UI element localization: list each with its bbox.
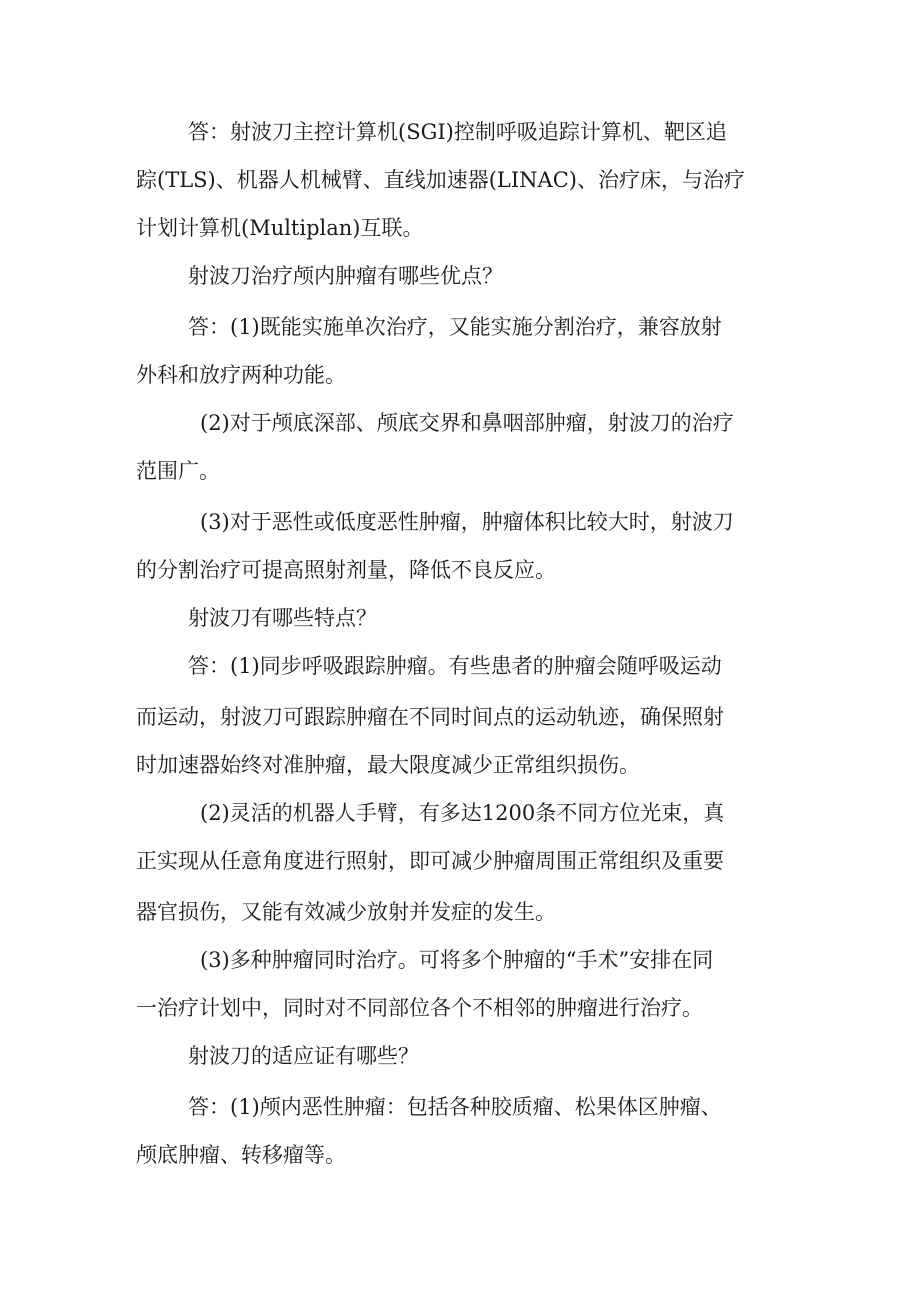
text-line-16: 正实现从任意角度进行照射，即可减少肿瘤周围正常组织及重要 xyxy=(136,849,724,873)
text-line-19: 一治疗计划中，同时对不同部位各个不相邻的肿瘤进行治疗。 xyxy=(136,996,703,1020)
question-heading-3: 射波刀的适应证有哪些？ xyxy=(188,1044,419,1068)
text-line-7: (2)对于颅底深部、颅底交界和鼻咽部肿瘤，射波刀的治疗 xyxy=(200,411,734,435)
text-line-17: 器官损伤，又能有效减少放射并发症的发生。 xyxy=(136,900,556,924)
text-line-3: 计划计算机(Multiplan)互联。 xyxy=(136,216,424,240)
text-line-12: 答：(1)同步呼吸跟踪肿瘤。有些患者的肿瘤会随呼吸运动 xyxy=(188,654,722,678)
text-line-2: 踪(TLS)、机器人机械臂、直线加速器(LINAC)、治疗床，与治疗 xyxy=(136,168,745,192)
text-line-5: 答：(1)既能实施单次治疗，又能实施分割治疗，兼容放射 xyxy=(188,315,722,339)
question-heading-2: 射波刀有哪些特点？ xyxy=(188,606,377,630)
text-line-6: 外科和放疗两种功能。 xyxy=(136,363,346,387)
text-line-15: (2)灵活的机器人手臂，有多达1200条不同方位光束，真 xyxy=(200,801,725,825)
text-line-14: 时加速器始终对准肿瘤，最大限度减少正常组织损伤。 xyxy=(136,753,640,777)
text-line-18: (3)多种肿瘤同时治疗。可将多个肿瘤的“手术”安排在同 xyxy=(200,948,714,972)
text-line-1: 答：射波刀主控计算机(SGI)控制呼吸追踪计算机、靶区追 xyxy=(188,120,727,144)
text-line-21: 答：(1)颅内恶性肿瘤：包括各种胶质瘤、松果体区肿瘤、 xyxy=(188,1095,722,1119)
text-line-9: (3)对于恶性或低度恶性肿瘤，肿瘤体积比较大时，射波刀 xyxy=(200,510,734,534)
text-line-8: 范围广。 xyxy=(136,459,220,483)
text-line-22: 颅底肿瘤、转移瘤等。 xyxy=(136,1143,346,1167)
question-heading-1: 射波刀治疗颅内肿瘤有哪些优点？ xyxy=(188,264,503,288)
text-line-10: 的分割治疗可提高照射剂量，降低不良反应。 xyxy=(136,558,556,582)
text-line-13: 而运动，射波刀可跟踪肿瘤在不同时间点的运动轨迹，确保照射 xyxy=(136,705,724,729)
